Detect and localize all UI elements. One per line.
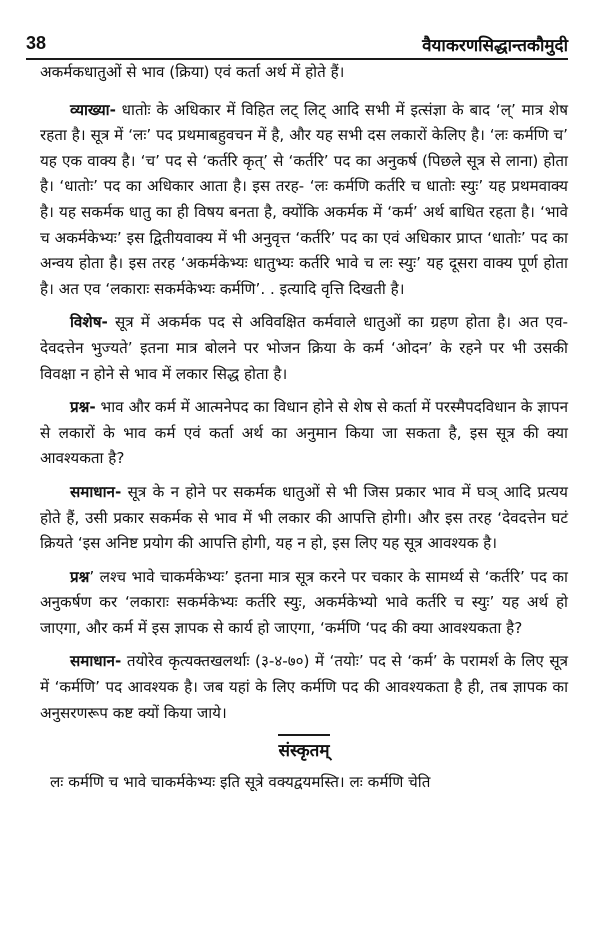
paragraph-text: भाव और कर्म में आत्मनेपद का विधान होने से शेष से कर्ता में परस्मैपदविधान के ज्ञापन से लकारों के भाव कर्म एवं कर्ता अर्थ का अनुमान किया जा सकता है, इस सूत्र की क्या आवश्यकता है? [40,398,568,468]
paragraph-term: समाधान- [70,482,122,501]
paragraph-vishesh [40,310,568,387]
paragraph-text: धातोः के अधिकार में विहित लट् लिट् आदि सभी में इत्संज्ञा के बाद ‘ल्’ मात्र शेष रहता है। सूत्र में ‘लः’ पद प्रथमाबहुवचन में है, और यह सभी दस लकारों केलिए है। ‘लः कर्मणि च’ यह एक वाक्य है। ‘च’ पद से ‘कर्तरि कृत्’ से ‘कर्तरि’ पद का अनुकर्ष (पिछले सूत्र से लाना) होता है। ‘धातोः’ पद का अधिकार आता है। इस तरह- ‘लः कर्मणि कर्तरि च धातोः स्युः’ यह प्रथमवाक्य है। यह सकर्मक धातु का ही विषय बनता है, क्योंकि अकर्मक में ‘कर्म’ अर्थ बाधित रहता है। ‘भावे च अकर्मकेभ्यः’ इस द्वितीयवाक्य में भी अनुवृत्त ‘कर्तरि’ पद का एवं अधिकार प्राप्त ‘धातोः’ पद का अन्वय होता है। इस तरह ‘अकर्मकेभ्यः धातुभ्यः कर्तरि भावे च लः स्युः’ यह दूसरा वाक्य पूर्ण होता है। अत एव ‘लकाराः सकर्मकेभ्यः कर्मणि’. . इत्यादि वृत्ति दिखती है। [40,100,568,298]
paragraph-term: समाधान- [70,652,122,671]
paragraph-continuation [40,60,568,86]
paragraph-term: विशेष- [70,313,108,332]
paragraph-term: प्रश्न [70,567,90,586]
paragraph-text: अकर्मकधातुओं से भाव (क्रिया) एवं कर्ता अर्थ में होते हैं। [40,63,345,81]
paragraph-sanskrit [40,770,568,796]
section-heading-text: संस्कृतम् [278,734,329,764]
paragraph-text: तयोरेव कृत्यक्तखलर्थाः (३-४-७०) में ‘तयोः’ पद से ‘कर्म’ के परामर्श के लिए सूत्र में ‘कर्मणि’ पद आवश्यक है। जब यहां के लिए कर्मणि पद की आवश्यकता है ही, तब ज्ञापक का अनुसरणरूप कष्ट क्यों किया जाये। [40,652,568,722]
paragraph-prashna-1 [40,395,568,472]
paragraph-prashna-2 [40,565,568,642]
body-text [40,60,568,804]
paragraph-vyakhya [40,98,568,303]
paragraph-samadhan-1 [40,480,568,557]
paragraph-samadhan-2 [40,649,568,726]
paragraph-text: सूत्र में अकर्मक पद से अविवक्षित कर्मवाले धातुओं का ग्रहण होता है। अत एव- देवदत्तेन भुज्यते’ इतना मात्र बोलने पर भोजन क्रिया के कर्म ‘ओदन’ के रहने पर भी उसकी विवक्षा न होने से भाव में लकार सिद्ध होता है। [40,313,568,383]
running-header [26,28,568,60]
section-heading-sanskritam [40,734,568,764]
paragraph-term: प्रश्न- [70,398,96,417]
paragraph-text: ’ लश्च भावे चाकर्मकेभ्यः’ इतना मात्र सूत्र करने पर चकार के सामर्थ्य से ‘कर्तरि’ पद का अनुकर्षण कर ‘लकाराः सकर्मकेभ्यः कर्तरि स्युः, अकर्मकेभ्यो भावे कर्तरि च स्युः’ यह अर्थ हो जाएगा, और कर्म में इस ज्ञापक से कार्य हो जाएगा, ‘कर्मणि ‘पद की क्या आवश्यकता है? [40,567,568,637]
book-title: वैयाकरणसिद्धान्तकौमुदी [422,36,568,56]
page-number: 38 [26,33,47,53]
paragraph-term: व्याख्या- [70,100,116,119]
paragraph-text: लः कर्मणि च भावे चाकर्मकेभ्यः इति सूत्रे वक्यद्वयमस्ति। लः कर्मणि चेति [50,773,431,792]
paragraph-text: सूत्र के न होने पर सकर्मक धातुओं से भी जिस प्रकार भाव में घञ् आदि प्रत्यय होते हैं, उसी प्रकार सकर्मक से भाव में भी लकार की आपत्ति होगी। और इस तरह ‘देवदत्तेन घटं क्रियते ‘इस अनिष्ट प्रयोग की आपत्ति होगी, यह न हो, इस लिए यह सूत्र आवश्यक है। [40,482,568,553]
